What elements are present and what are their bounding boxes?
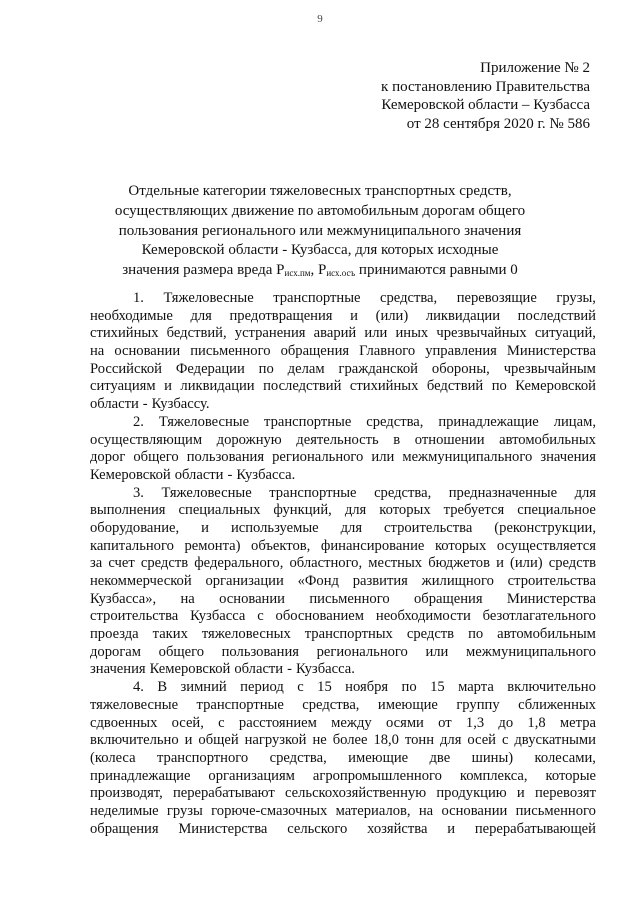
word: имеющие: [377, 696, 438, 713]
word: тяжеловесных: [201, 626, 291, 643]
text-line: [90, 378, 596, 396]
word: перерабатывающей: [474, 820, 596, 837]
text-line: [90, 538, 596, 556]
word: и: [496, 555, 504, 572]
word: Кузбасса.: [296, 661, 355, 678]
subscript-text: исх.осъ: [326, 268, 356, 279]
text-line: [90, 697, 596, 715]
word: за: [90, 555, 103, 572]
word: выполнения: [90, 502, 166, 519]
text-line: [90, 555, 596, 573]
word: производят,: [90, 785, 163, 802]
text-line: [90, 608, 596, 626]
word: с: [297, 679, 304, 696]
text-line: [90, 343, 596, 361]
word: средств: [140, 555, 189, 572]
word: тонн: [404, 732, 435, 749]
title-line: пользования регионального или межмуниципального значения: [118, 222, 522, 239]
word: устранения: [234, 325, 306, 342]
word: необходимости: [375, 608, 471, 625]
text-line: [90, 785, 596, 803]
word: осями: [385, 714, 424, 731]
text-line: [90, 396, 596, 414]
word: 3.: [133, 484, 144, 501]
word: Министерства: [178, 820, 268, 837]
word: грузы: [166, 802, 203, 819]
word: и: [201, 519, 209, 536]
word: дорожную: [216, 431, 282, 448]
word: бедствий: [426, 378, 484, 395]
word: финансирование: [320, 537, 425, 554]
word: гражданской: [338, 360, 418, 377]
word: Министерства: [506, 590, 596, 607]
word: дорог: [90, 449, 126, 466]
word: которых: [379, 502, 431, 519]
word: колесами,: [534, 749, 596, 766]
word: материалов,: [335, 802, 411, 819]
word: сдвоенных: [90, 714, 158, 731]
word: в: [393, 431, 401, 448]
word: более: [332, 732, 368, 749]
appendix-region: Кемеровской области – Кузбасса: [381, 97, 590, 113]
page-number: 9: [317, 13, 323, 25]
word: необходимые: [90, 307, 173, 324]
title-line: Кемеровской области - Кузбасса, для которых исходные: [141, 242, 499, 259]
word: ноября: [345, 679, 389, 696]
word: обращения: [90, 820, 159, 837]
word: предотвращения: [229, 307, 333, 324]
word: области: [234, 661, 284, 678]
word: для: [340, 519, 363, 536]
text-line: [90, 520, 596, 538]
word: 1,3: [465, 714, 485, 731]
word: перерабатывают: [172, 785, 275, 802]
word: средства,: [269, 749, 327, 766]
word: 4.: [133, 679, 144, 696]
word: и: [447, 820, 456, 837]
word: проезда: [90, 626, 139, 643]
word: на: [180, 590, 195, 607]
word: аварий: [313, 325, 357, 342]
word: строительства: [384, 519, 473, 536]
word: горюче-смазочных: [211, 802, 328, 819]
word: капитального: [90, 537, 174, 554]
word: по: [401, 679, 417, 696]
word: (или): [375, 307, 409, 324]
word: некоммерческой: [90, 573, 192, 589]
word: и: [350, 307, 358, 324]
text-line: [90, 679, 596, 697]
word: 1.: [133, 290, 144, 306]
word: 18,0: [373, 732, 399, 749]
word: функций,: [273, 502, 332, 519]
document-body: [90, 290, 596, 838]
word: регионального: [272, 449, 364, 466]
word: управления: [425, 343, 497, 360]
word: транспортного: [156, 749, 249, 766]
word: транспортные: [196, 696, 284, 713]
word: таких: [152, 626, 188, 643]
word: Тяжеловесные: [163, 290, 254, 306]
word: иных: [395, 325, 429, 342]
word: автомобильным: [497, 626, 596, 643]
word: от: [438, 714, 452, 731]
title-text: значения размера вреда P: [122, 262, 285, 279]
word: средства,: [380, 290, 438, 306]
text-line: [90, 732, 596, 750]
word: или: [371, 449, 395, 466]
word: двускатными: [514, 732, 596, 749]
word: значения: [540, 449, 596, 466]
text-line: [90, 290, 596, 308]
word: для: [440, 732, 462, 749]
text-line: [90, 573, 596, 591]
word: или: [364, 325, 388, 342]
word: неделимые: [90, 802, 159, 819]
word: значения: [90, 661, 146, 678]
word: две: [429, 749, 451, 766]
word: 15: [317, 679, 332, 696]
word: последствий: [517, 307, 596, 324]
word: Кемеровской: [515, 378, 596, 395]
text-line: [90, 591, 596, 609]
word: сельского: [287, 820, 348, 837]
word: 1,8: [527, 714, 546, 731]
word: письменного: [515, 802, 596, 819]
word: обороны,: [431, 360, 490, 377]
word: жилищного: [421, 573, 494, 589]
word: Кузбасса.: [236, 466, 296, 483]
word: ситуациям: [90, 378, 156, 395]
word: осуществляющим: [90, 431, 203, 448]
word: метра: [559, 714, 596, 731]
word: развития: [352, 573, 408, 589]
word: обоснованием: [275, 608, 365, 625]
word: Федерации: [175, 360, 245, 377]
word: не: [312, 732, 327, 749]
word: чрезвычайным: [503, 360, 596, 377]
word: перевозят: [534, 785, 596, 802]
appendix-reference: к постановлению Правительства: [381, 78, 590, 95]
word: средств: [406, 626, 455, 643]
word: хозяйства: [367, 820, 428, 837]
word: сельскохозяйственную: [285, 785, 427, 802]
word: 2.: [133, 413, 144, 430]
word: межмуниципального: [466, 643, 596, 660]
appendix-header: [381, 59, 590, 133]
word: безотлагательного: [482, 608, 596, 625]
word: комплекса,: [459, 767, 528, 784]
word: пользования: [186, 449, 265, 466]
word: с: [257, 608, 264, 625]
appendix-number: Приложение № 2: [480, 60, 590, 76]
word: Кемеровской: [149, 661, 231, 678]
word: лицам,: [553, 413, 596, 430]
word: бюджетов: [428, 555, 490, 572]
word: принадлежащие: [438, 413, 539, 430]
word: на: [90, 343, 105, 360]
word: или: [425, 643, 449, 660]
word: письменного: [309, 590, 390, 607]
word: период: [240, 679, 284, 696]
word: по: [468, 626, 484, 643]
word: средства,: [374, 484, 432, 501]
word: (или): [510, 555, 543, 572]
word: которых: [434, 537, 487, 554]
word: до: [498, 714, 514, 731]
word: транспортные: [269, 484, 357, 501]
word: специальных: [178, 502, 261, 519]
text-line: [90, 361, 596, 379]
word: на: [418, 802, 434, 819]
word: (реконструкции,: [494, 519, 596, 536]
text-line: [90, 467, 596, 485]
title-line: осуществляющих движение по автомобильным дорогам общего: [114, 202, 526, 219]
word: и: [184, 732, 193, 749]
word: принадлежащие: [90, 767, 191, 784]
word: между: [331, 714, 372, 731]
word: транспортные: [273, 290, 361, 306]
word: строительства: [507, 573, 596, 589]
word: транспортных: [304, 626, 393, 643]
word: -: [287, 661, 292, 678]
word: -: [142, 396, 148, 413]
word: пользования: [221, 643, 299, 660]
word: ремонта): [184, 537, 241, 554]
word: зимний: [180, 679, 227, 696]
word: Тяжеловесные: [158, 413, 250, 430]
word: Кузбасса: [190, 608, 246, 625]
word: регионального: [316, 643, 408, 660]
word: основании: [219, 590, 285, 607]
text-line: [90, 485, 596, 503]
text-line: [90, 414, 596, 432]
word: «Фонд: [297, 573, 339, 589]
word: перевозящие: [456, 290, 537, 306]
word: общего: [133, 449, 179, 466]
word: отношении: [414, 431, 485, 448]
word: областного,: [289, 555, 363, 572]
word: бедствий,: [166, 325, 227, 342]
word: тяжеловесные: [90, 696, 179, 713]
word: нагрузкой: [244, 732, 307, 749]
word: и: [516, 785, 525, 802]
text-line: [90, 821, 596, 839]
word: ситуаций,: [534, 325, 596, 342]
word: В: [157, 679, 168, 696]
text-line: [90, 626, 596, 644]
word: (колеса: [90, 749, 136, 766]
word: марта: [458, 679, 494, 696]
word: оборудование,: [90, 519, 180, 536]
word: ликвидации: [180, 378, 255, 395]
word: транспортные: [264, 413, 352, 430]
word: основании: [441, 802, 508, 819]
title-text: принимаются равными 0: [355, 262, 518, 279]
word: делам: [287, 360, 325, 377]
word: межмуниципального: [402, 449, 533, 466]
word: сближенных: [518, 696, 596, 713]
word: общей: [198, 732, 239, 749]
text-line: [90, 449, 596, 467]
word: области: [174, 466, 224, 483]
word: средства,: [302, 696, 360, 713]
appendix-date: от 28 сентября 2020 г. № 586: [406, 115, 590, 132]
word: средства,: [366, 413, 424, 430]
word: стихийных: [349, 378, 419, 395]
title-line-formula: [80, 261, 560, 284]
word: стихийных: [90, 325, 159, 342]
word: -: [227, 466, 233, 483]
word: Кузбасса»,: [90, 590, 157, 607]
word: организациям: [208, 767, 295, 784]
word: грузы,: [556, 290, 596, 306]
word: Тяжеловесные: [161, 484, 252, 501]
word: используемые: [230, 519, 319, 536]
word: агропромышленного: [312, 767, 442, 784]
word: счет: [108, 555, 135, 572]
word: для: [344, 502, 367, 519]
text-line: [90, 661, 596, 679]
word: Главного: [359, 343, 416, 360]
word: средств: [548, 555, 596, 572]
word: Министерства: [506, 343, 596, 360]
word: основании: [114, 343, 181, 360]
text-line: [90, 502, 596, 520]
subscript-text: исх.пм: [284, 268, 311, 279]
word: последствий: [263, 378, 342, 395]
word: осей: [467, 732, 496, 749]
word: которые: [545, 767, 596, 784]
word: для: [574, 484, 596, 501]
word: общего: [158, 643, 204, 660]
text-line: [90, 325, 596, 343]
word: и: [164, 378, 172, 395]
word: 15: [430, 679, 445, 696]
text-line: [90, 432, 596, 450]
word: имеющие: [348, 749, 409, 766]
text-line: [90, 644, 596, 662]
word: области: [90, 396, 139, 413]
word: специальное: [517, 502, 596, 519]
word: включительно: [90, 732, 179, 749]
word: строительства: [90, 608, 179, 625]
word: обращения: [280, 343, 350, 360]
title-line: Отдельные категории тяжеловесных транспортных средств,: [128, 183, 512, 199]
word: организации: [205, 573, 284, 589]
word: осуществляется: [496, 537, 596, 554]
word: с: [501, 732, 509, 749]
word: Кузбассу.: [151, 396, 210, 413]
word: с: [218, 714, 225, 731]
word: продукцию: [436, 785, 507, 802]
word: предназначенные: [448, 484, 558, 501]
word: ликвидации: [425, 307, 501, 324]
word: чрезвычайных: [436, 325, 527, 342]
word: письменного: [190, 343, 271, 360]
word: деятельность: [296, 431, 379, 448]
word: расстоянием: [238, 714, 317, 731]
word: Кемеровской: [90, 466, 171, 483]
word: по: [491, 378, 507, 395]
word: шины): [471, 749, 514, 766]
word: федерального,: [194, 555, 284, 572]
word: требуется: [443, 502, 505, 519]
text-line: [90, 768, 596, 786]
word: осей,: [171, 714, 204, 731]
document-title: [80, 182, 560, 284]
word: местных: [368, 555, 423, 572]
word: дорогам: [90, 643, 142, 660]
word: группу: [456, 696, 500, 713]
word: обращения: [414, 590, 483, 607]
text-line: [90, 308, 596, 326]
text-line: [90, 750, 596, 768]
text-line: [90, 803, 596, 821]
title-text: , P: [310, 262, 327, 279]
text-line: [90, 715, 596, 733]
word: для: [190, 307, 212, 324]
word: по: [258, 360, 274, 377]
word: объектов,: [251, 537, 311, 554]
word: Российской: [90, 360, 162, 377]
word: включительно: [507, 679, 596, 696]
word: автомобильных: [499, 431, 596, 448]
